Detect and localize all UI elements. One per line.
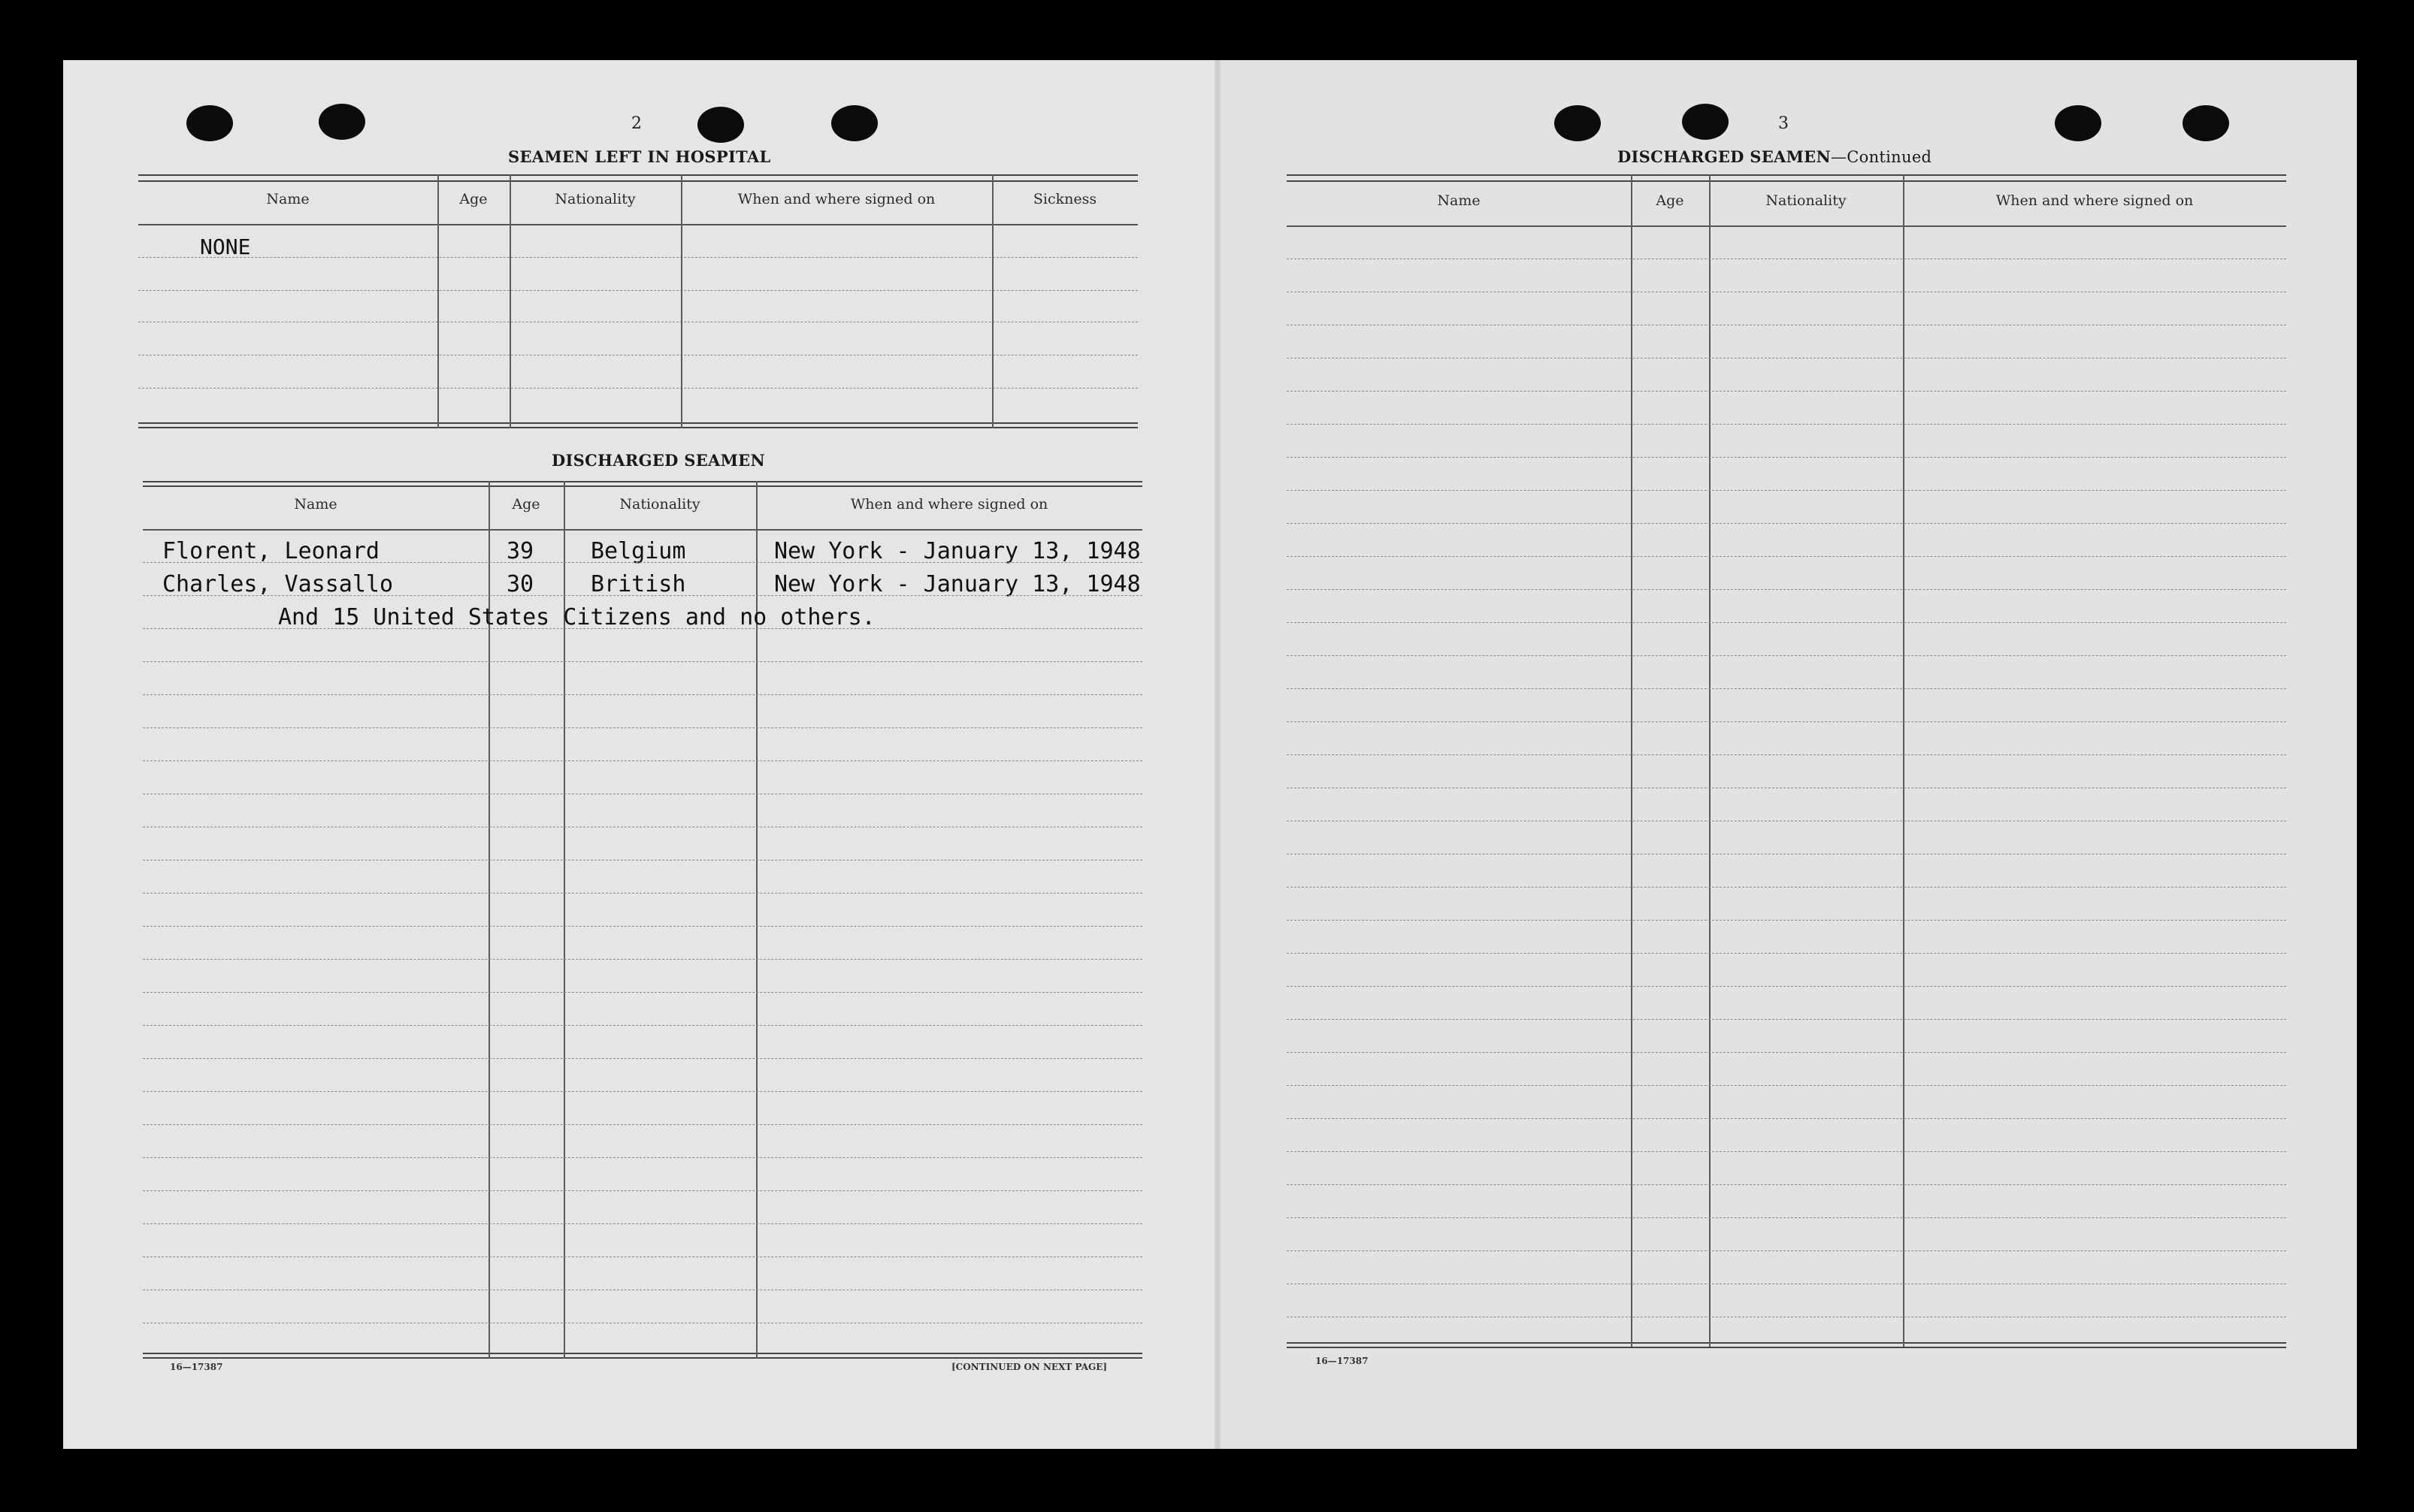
ruled-line bbox=[1287, 457, 2286, 458]
form-number: 16—17387 bbox=[170, 1362, 223, 1372]
discharged-continued-table bbox=[1287, 174, 2286, 1347]
col-nationality: Nationality bbox=[619, 496, 700, 513]
col-sickness: Sickness bbox=[1033, 191, 1097, 207]
title-main: DISCHARGED SEAMEN bbox=[1617, 147, 1831, 166]
row2-name: Charles, Vassallo bbox=[162, 571, 394, 597]
punch-hole bbox=[1554, 105, 1601, 141]
title-continued: —Continued bbox=[1830, 148, 1932, 166]
ruled-line bbox=[143, 1025, 1142, 1026]
col-age: Age bbox=[512, 496, 540, 513]
ruled-line bbox=[143, 694, 1142, 695]
discharged-continued-title bbox=[1617, 147, 1932, 166]
ruled-line bbox=[1287, 1217, 2286, 1218]
ruled-line bbox=[1287, 754, 2286, 755]
continued-note: [CONTINUED ON NEXT PAGE] bbox=[951, 1362, 1108, 1372]
col-name: Name bbox=[294, 496, 337, 513]
hospital-entry: NONE bbox=[200, 234, 251, 259]
row2-signed-on: New York - January 13, 1948 bbox=[774, 571, 1141, 597]
ruled-line bbox=[1287, 986, 2286, 987]
punch-hole bbox=[1682, 104, 1729, 140]
page-fold bbox=[1215, 60, 1221, 1449]
ruled-line bbox=[1287, 655, 2286, 656]
ruled-line bbox=[1287, 391, 2286, 392]
ruled-line bbox=[143, 562, 1142, 563]
ruled-line bbox=[143, 959, 1142, 960]
row1-nationality: Belgium bbox=[591, 538, 686, 564]
col-name: Name bbox=[1437, 192, 1481, 209]
ruled-line bbox=[1287, 1184, 2286, 1185]
ruled-line bbox=[1287, 1250, 2286, 1251]
ruled-line bbox=[143, 1124, 1142, 1125]
ruled-line bbox=[143, 893, 1142, 894]
col-nationality: Nationality bbox=[1765, 192, 1847, 209]
punch-hole bbox=[319, 104, 365, 140]
discharged-table bbox=[143, 481, 1142, 1359]
ruled-line bbox=[143, 661, 1142, 662]
ruled-line bbox=[1287, 887, 2286, 888]
ruled-line bbox=[1287, 523, 2286, 524]
page-number: 2 bbox=[631, 114, 642, 133]
ruled-line bbox=[143, 1157, 1142, 1158]
ruled-line bbox=[1287, 953, 2286, 954]
col-signed-on: When and where signed on bbox=[850, 496, 1048, 513]
col-age: Age bbox=[459, 191, 488, 207]
col-nationality: Nationality bbox=[555, 191, 636, 207]
form-number: 16—17387 bbox=[1315, 1356, 1369, 1366]
ruled-line bbox=[1287, 556, 2286, 557]
ruled-line bbox=[143, 628, 1142, 629]
ruled-line bbox=[143, 926, 1142, 927]
hospital-title: SEAMEN LEFT IN HOSPITAL bbox=[508, 147, 771, 166]
ruled-line bbox=[1287, 1118, 2286, 1119]
row2-age: 30 bbox=[507, 571, 534, 597]
ruled-line bbox=[143, 1190, 1142, 1191]
punch-hole bbox=[186, 105, 233, 141]
page-number: 3 bbox=[1778, 114, 1789, 133]
punch-hole bbox=[697, 107, 744, 143]
discharged-note: And 15 United States Citizens and no others. bbox=[278, 604, 876, 631]
row1-name: Florent, Leonard bbox=[162, 538, 380, 564]
ruled-line bbox=[143, 727, 1142, 728]
ruled-line bbox=[1287, 589, 2286, 590]
ruled-line bbox=[1287, 1019, 2286, 1020]
col-signed-on: When and where signed on bbox=[1995, 192, 2194, 209]
ruled-line bbox=[143, 1058, 1142, 1059]
col-age: Age bbox=[1656, 192, 1684, 209]
ruled-line bbox=[1287, 920, 2286, 921]
row1-age: 39 bbox=[507, 538, 534, 564]
ruled-line bbox=[1287, 688, 2286, 689]
ruled-line bbox=[1287, 721, 2286, 722]
col-signed-on: When and where signed on bbox=[737, 191, 936, 207]
row2-nationality: British bbox=[591, 571, 686, 597]
ruled-line bbox=[143, 1223, 1142, 1224]
ruled-line bbox=[1287, 1085, 2286, 1086]
row1-signed-on: New York - January 13, 1948 bbox=[774, 538, 1141, 564]
col-name: Name bbox=[266, 191, 310, 207]
ruled-line bbox=[143, 595, 1142, 596]
ruled-line bbox=[143, 1091, 1142, 1092]
ruled-line bbox=[1287, 1151, 2286, 1152]
punch-hole bbox=[2055, 105, 2101, 141]
ruled-line bbox=[1287, 1052, 2286, 1053]
discharged-title: DISCHARGED SEAMEN bbox=[552, 451, 765, 470]
ruled-line bbox=[143, 992, 1142, 993]
ruled-line bbox=[1287, 490, 2286, 491]
ruled-line bbox=[1287, 622, 2286, 623]
punch-hole bbox=[2183, 105, 2229, 141]
hospital-table bbox=[138, 174, 1138, 428]
punch-hole bbox=[831, 105, 878, 141]
ruled-line bbox=[143, 1256, 1142, 1257]
ruled-line bbox=[1287, 424, 2286, 425]
